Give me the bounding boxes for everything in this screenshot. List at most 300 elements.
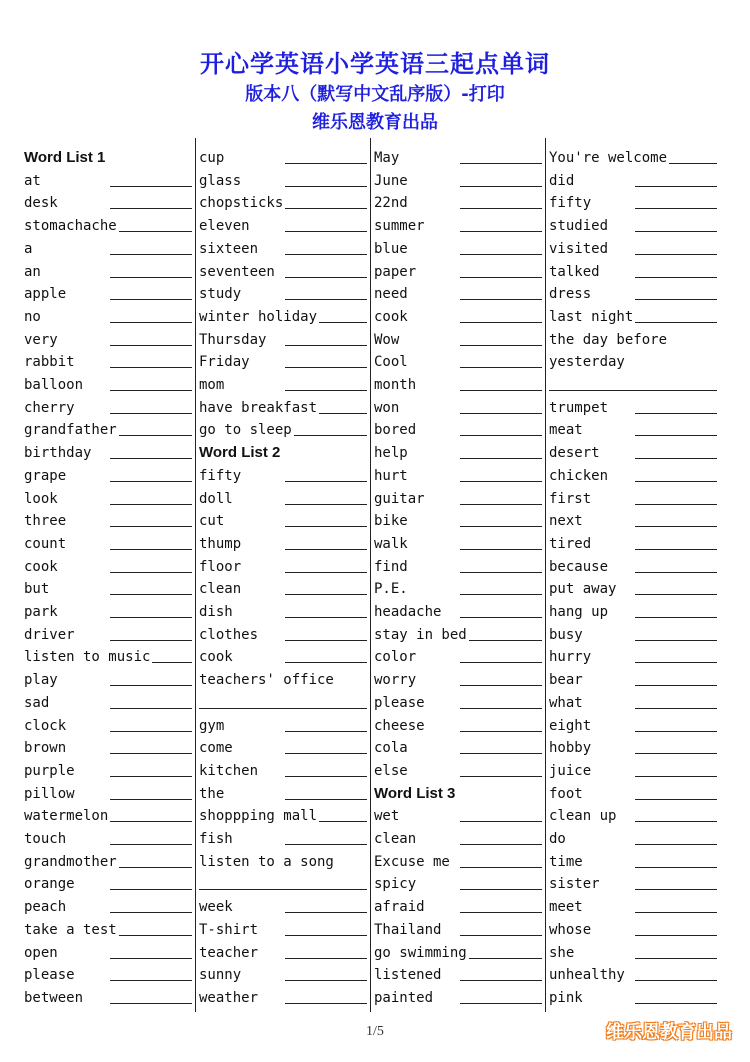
word-row bbox=[549, 553, 717, 575]
english-word: have breakfast bbox=[199, 399, 318, 416]
answer-blank-line bbox=[285, 752, 367, 754]
answer-blank-line bbox=[460, 162, 542, 164]
answer-blank-line bbox=[635, 843, 717, 845]
word-row bbox=[199, 802, 367, 824]
word-row bbox=[199, 371, 367, 393]
english-word: cook bbox=[24, 558, 58, 575]
english-word: study bbox=[199, 286, 242, 303]
word-row bbox=[199, 348, 367, 370]
word-row bbox=[199, 621, 367, 643]
word-row bbox=[549, 144, 717, 166]
english-word: cherry bbox=[24, 399, 75, 416]
word-row bbox=[199, 780, 367, 802]
english-word: pillow bbox=[24, 785, 75, 802]
word-row bbox=[199, 530, 367, 552]
word-row bbox=[549, 189, 717, 211]
word-row bbox=[374, 371, 542, 393]
word-row bbox=[549, 734, 717, 756]
english-word: an bbox=[24, 263, 41, 280]
answer-blank-line bbox=[285, 389, 367, 391]
english-word: Thursday bbox=[199, 331, 267, 348]
english-word: seventeen bbox=[199, 263, 275, 280]
answer-blank-line bbox=[110, 548, 192, 550]
answer-blank-line bbox=[285, 185, 367, 187]
answer-blank-line bbox=[460, 730, 542, 732]
english-word: very bbox=[24, 331, 58, 348]
answer-blank-line bbox=[635, 639, 717, 641]
answer-blank-line bbox=[285, 979, 367, 981]
page-subtitle: 版本八（默写中文乱序版）-打印 bbox=[245, 84, 505, 105]
answer-blank-line bbox=[460, 661, 542, 663]
word-row bbox=[24, 916, 192, 938]
english-word: last night bbox=[549, 308, 634, 325]
english-word: cola bbox=[374, 740, 408, 757]
word-row bbox=[549, 530, 717, 552]
word-row bbox=[374, 598, 542, 620]
english-word: play bbox=[24, 672, 58, 689]
english-word: eight bbox=[549, 717, 592, 734]
answer-blank-line bbox=[110, 571, 192, 573]
word-row bbox=[549, 280, 717, 302]
word-row bbox=[549, 893, 717, 915]
word-row bbox=[24, 734, 192, 756]
english-word: shoppping mall bbox=[199, 808, 318, 825]
answer-blank-line bbox=[635, 957, 717, 959]
answer-blank-line bbox=[460, 593, 542, 595]
english-word: clock bbox=[24, 717, 67, 734]
english-word: juice bbox=[549, 762, 592, 779]
word-row bbox=[24, 757, 192, 779]
word-row bbox=[199, 689, 367, 711]
english-word: go to sleep bbox=[199, 422, 292, 439]
english-word: peach bbox=[24, 899, 67, 916]
english-word: grandfather bbox=[24, 422, 117, 439]
english-word: time bbox=[549, 853, 583, 870]
word-row bbox=[24, 416, 192, 438]
word-list-heading-label: Word List 1 bbox=[24, 149, 106, 166]
answer-blank-line bbox=[460, 934, 542, 936]
english-word: painted bbox=[374, 989, 434, 1006]
english-word: glass bbox=[199, 172, 242, 189]
english-word: balloon bbox=[24, 377, 84, 393]
english-word: 22nd bbox=[374, 195, 408, 212]
english-word: teacher bbox=[199, 944, 259, 961]
word-row bbox=[24, 212, 192, 234]
answer-blank-line bbox=[460, 230, 542, 232]
answer-blank-line bbox=[460, 321, 542, 323]
english-word: need bbox=[374, 286, 408, 303]
answer-blank-line bbox=[285, 366, 367, 368]
word-row bbox=[24, 280, 192, 302]
answer-blank-line bbox=[110, 616, 192, 618]
english-word: listen to a song bbox=[199, 853, 334, 870]
word-row bbox=[24, 870, 192, 892]
english-word: sister bbox=[549, 876, 600, 893]
word-row bbox=[374, 258, 542, 280]
answer-blank-line bbox=[110, 775, 192, 777]
answer-blank-line bbox=[635, 820, 717, 822]
answer-blank-line bbox=[110, 707, 192, 709]
answer-blank-line bbox=[110, 639, 192, 641]
word-row bbox=[199, 598, 367, 620]
english-word: do bbox=[549, 831, 566, 847]
english-word: at bbox=[24, 172, 41, 189]
answer-blank-line bbox=[460, 525, 542, 527]
word-row bbox=[24, 939, 192, 961]
english-word: blue bbox=[374, 240, 408, 257]
answer-blank-line bbox=[110, 752, 192, 754]
answer-blank-line bbox=[460, 888, 542, 890]
word-row bbox=[549, 916, 717, 938]
word-row bbox=[199, 666, 367, 688]
answer-blank-line bbox=[635, 684, 717, 686]
answer-blank-line bbox=[469, 957, 542, 959]
english-word: else bbox=[374, 762, 408, 779]
word-row bbox=[199, 848, 367, 870]
english-word: grape bbox=[24, 467, 67, 484]
word-row bbox=[24, 303, 192, 325]
answer-blank-line bbox=[319, 321, 367, 323]
word-row bbox=[374, 666, 542, 688]
answer-blank-line bbox=[285, 253, 367, 255]
word-row bbox=[374, 848, 542, 870]
word-row bbox=[24, 848, 192, 870]
english-word: bike bbox=[374, 513, 408, 530]
english-word: floor bbox=[199, 558, 242, 575]
word-row bbox=[199, 416, 367, 438]
page-title: 开心学英语小学英语三起点单词 bbox=[200, 50, 550, 78]
word-row bbox=[374, 485, 542, 507]
answer-blank-line bbox=[460, 843, 542, 845]
english-word: fish bbox=[199, 831, 233, 847]
english-word: bored bbox=[374, 422, 417, 439]
answer-blank-line bbox=[460, 752, 542, 754]
word-row bbox=[549, 848, 717, 870]
english-word: pink bbox=[549, 989, 583, 1006]
word-row bbox=[549, 575, 717, 597]
word-row bbox=[24, 802, 192, 824]
word-row bbox=[199, 825, 367, 847]
word-row bbox=[24, 326, 192, 348]
word-row bbox=[24, 666, 192, 688]
word-list-heading bbox=[24, 144, 192, 166]
word-row bbox=[199, 939, 367, 961]
word-row bbox=[199, 235, 367, 257]
answer-blank-line bbox=[460, 457, 542, 459]
english-word: bear bbox=[549, 672, 583, 689]
answer-blank-line bbox=[110, 366, 192, 368]
word-row bbox=[549, 621, 717, 643]
english-word: Wow bbox=[374, 331, 400, 348]
answer-blank-line bbox=[110, 503, 192, 505]
answer-blank-line bbox=[460, 207, 542, 209]
english-word: clean bbox=[199, 581, 242, 598]
word-row bbox=[374, 280, 542, 302]
answer-blank-line bbox=[285, 548, 367, 550]
word-row bbox=[374, 348, 542, 370]
english-word: desk bbox=[24, 195, 58, 212]
word-column-3 bbox=[374, 144, 542, 1012]
answer-blank-line bbox=[119, 434, 192, 436]
word-row bbox=[374, 575, 542, 597]
english-word: tired bbox=[549, 535, 592, 552]
answer-blank-line bbox=[460, 298, 542, 300]
answer-blank-line bbox=[635, 525, 717, 527]
answer-blank-line bbox=[460, 866, 542, 868]
word-row bbox=[374, 553, 542, 575]
word-row bbox=[374, 802, 542, 824]
answer-blank-line bbox=[119, 230, 192, 232]
answer-blank-line bbox=[635, 1002, 717, 1004]
english-word: did bbox=[549, 172, 575, 189]
word-row bbox=[24, 235, 192, 257]
english-word: look bbox=[24, 490, 58, 507]
english-word: sunny bbox=[199, 967, 242, 984]
answer-blank-line bbox=[460, 434, 542, 436]
answer-blank-line bbox=[285, 798, 367, 800]
word-row bbox=[24, 712, 192, 734]
word-row bbox=[549, 258, 717, 280]
word-row bbox=[24, 439, 192, 461]
word-row bbox=[199, 280, 367, 302]
answer-blank-line bbox=[110, 457, 192, 459]
word-row bbox=[24, 575, 192, 597]
answer-blank-line bbox=[285, 162, 367, 164]
english-word: yesterday bbox=[549, 354, 625, 371]
english-word: touch bbox=[24, 831, 67, 847]
answer-blank-line bbox=[635, 661, 717, 663]
english-word: desert bbox=[549, 445, 600, 462]
answer-blank-line bbox=[285, 230, 367, 232]
word-row bbox=[199, 734, 367, 756]
answer-blank-line bbox=[110, 207, 192, 209]
answer-blank-line bbox=[460, 503, 542, 505]
answer-blank-line bbox=[460, 480, 542, 482]
answer-blank-line bbox=[285, 1002, 367, 1004]
answer-blank-line bbox=[460, 820, 542, 822]
english-word: afraid bbox=[374, 899, 425, 916]
answer-blank-line bbox=[635, 934, 717, 936]
english-word: month bbox=[374, 377, 417, 393]
answer-blank-line bbox=[635, 207, 717, 209]
answer-blank-line bbox=[549, 389, 717, 391]
answer-blank-line bbox=[110, 525, 192, 527]
word-row bbox=[24, 348, 192, 370]
word-row bbox=[24, 984, 192, 1006]
answer-blank-line bbox=[635, 412, 717, 414]
answer-blank-line bbox=[119, 934, 192, 936]
answer-blank-line bbox=[110, 1002, 192, 1004]
english-word: Cool bbox=[374, 354, 408, 371]
english-word: listened bbox=[374, 967, 442, 984]
answer-blank-line bbox=[110, 253, 192, 255]
word-row bbox=[549, 870, 717, 892]
word-row bbox=[374, 462, 542, 484]
word-row bbox=[549, 984, 717, 1006]
english-word: T-shirt bbox=[199, 921, 259, 938]
answer-blank-line bbox=[110, 911, 192, 913]
answer-blank-line bbox=[110, 185, 192, 187]
word-row bbox=[24, 825, 192, 847]
word-column-4 bbox=[549, 144, 717, 1012]
answer-blank-line bbox=[460, 548, 542, 550]
english-word: please bbox=[24, 967, 75, 984]
answer-blank-line bbox=[635, 321, 717, 323]
word-row bbox=[374, 984, 542, 1006]
english-word: eleven bbox=[199, 218, 250, 235]
answer-blank-line bbox=[110, 344, 192, 346]
english-word: the day before bbox=[549, 331, 668, 348]
english-word: sixteen bbox=[199, 240, 259, 257]
answer-blank-line bbox=[110, 730, 192, 732]
word-row bbox=[199, 757, 367, 779]
english-word: dish bbox=[199, 604, 233, 620]
english-word: clothes bbox=[199, 626, 259, 643]
word-row bbox=[549, 825, 717, 847]
word-row bbox=[374, 235, 542, 257]
english-word: guitar bbox=[374, 490, 425, 507]
answer-blank-line bbox=[152, 661, 192, 663]
answer-blank-line bbox=[110, 389, 192, 391]
answer-blank-line bbox=[460, 684, 542, 686]
english-word: P.E. bbox=[374, 581, 408, 598]
word-row bbox=[374, 167, 542, 189]
word-row bbox=[549, 712, 717, 734]
english-word: Friday bbox=[199, 354, 250, 371]
word-row bbox=[549, 394, 717, 416]
word-row bbox=[549, 666, 717, 688]
word-row bbox=[374, 189, 542, 211]
english-word: doll bbox=[199, 490, 233, 507]
answer-blank-line bbox=[285, 298, 367, 300]
english-word: three bbox=[24, 513, 67, 530]
english-word: stomachache bbox=[24, 218, 117, 235]
english-word: listen to music bbox=[24, 649, 151, 666]
english-word: paper bbox=[374, 263, 417, 280]
word-row bbox=[374, 757, 542, 779]
answer-blank-line bbox=[285, 344, 367, 346]
answer-blank-line bbox=[635, 298, 717, 300]
answer-blank-line bbox=[110, 684, 192, 686]
page-number: 1/5 bbox=[366, 1024, 384, 1039]
word-row bbox=[24, 394, 192, 416]
english-word: teachers' office bbox=[199, 672, 334, 689]
word-row bbox=[549, 212, 717, 234]
word-row bbox=[199, 326, 367, 348]
english-word: please bbox=[374, 694, 425, 711]
word-row bbox=[374, 734, 542, 756]
english-word: cheese bbox=[374, 717, 425, 734]
answer-blank-line bbox=[460, 1002, 542, 1004]
answer-blank-line bbox=[110, 820, 192, 822]
word-row bbox=[199, 575, 367, 597]
english-word: hang up bbox=[549, 604, 609, 620]
english-word: spicy bbox=[374, 876, 417, 893]
answer-blank-line bbox=[110, 888, 192, 890]
english-word: next bbox=[549, 513, 583, 530]
word-row bbox=[374, 961, 542, 983]
answer-blank-line bbox=[110, 843, 192, 845]
english-word: worry bbox=[374, 672, 417, 689]
word-list-heading-label: Word List 2 bbox=[199, 444, 281, 462]
english-word: grandmother bbox=[24, 853, 117, 870]
answer-blank-line bbox=[110, 979, 192, 981]
english-word: headache bbox=[374, 604, 442, 620]
word-row bbox=[24, 507, 192, 529]
word-row bbox=[549, 303, 717, 325]
english-word: Excuse me bbox=[374, 853, 450, 870]
answer-blank-line bbox=[635, 457, 717, 459]
english-word: summer bbox=[374, 218, 425, 235]
answer-blank-line bbox=[285, 276, 367, 278]
word-row bbox=[199, 167, 367, 189]
answer-blank-line bbox=[635, 571, 717, 573]
answer-blank-line bbox=[285, 730, 367, 732]
answer-blank-line bbox=[285, 480, 367, 482]
english-word: cook bbox=[199, 649, 233, 666]
word-row bbox=[24, 167, 192, 189]
word-row bbox=[199, 870, 367, 892]
english-word: put away bbox=[549, 581, 617, 598]
answer-blank-line bbox=[635, 480, 717, 482]
answer-blank-line bbox=[460, 616, 542, 618]
word-row bbox=[199, 712, 367, 734]
english-word: apple bbox=[24, 286, 67, 303]
english-word: hurt bbox=[374, 467, 408, 484]
english-word: cup bbox=[199, 150, 225, 166]
answer-blank-line bbox=[635, 775, 717, 777]
word-row bbox=[199, 144, 367, 166]
word-row bbox=[374, 870, 542, 892]
word-list-heading-label: Word List 3 bbox=[374, 784, 456, 802]
english-word: won bbox=[374, 399, 400, 416]
word-row bbox=[549, 939, 717, 961]
word-row bbox=[549, 780, 717, 802]
word-row bbox=[549, 485, 717, 507]
answer-blank-line bbox=[635, 752, 717, 754]
word-row bbox=[374, 621, 542, 643]
english-word: come bbox=[199, 740, 233, 757]
answer-blank-line bbox=[110, 593, 192, 595]
answer-blank-line bbox=[635, 548, 717, 550]
english-word: hobby bbox=[549, 740, 592, 757]
watermark-logo: 维乐恩教育出品 bbox=[606, 1022, 732, 1043]
english-word: sad bbox=[24, 694, 50, 711]
word-row bbox=[374, 689, 542, 711]
word-row bbox=[24, 643, 192, 665]
word-row bbox=[199, 961, 367, 983]
answer-blank-line bbox=[294, 434, 367, 436]
answer-blank-line bbox=[460, 979, 542, 981]
word-row bbox=[199, 893, 367, 915]
word-row bbox=[24, 530, 192, 552]
word-row bbox=[24, 485, 192, 507]
word-row bbox=[199, 916, 367, 938]
english-word: dress bbox=[549, 286, 592, 303]
answer-blank-line bbox=[460, 389, 542, 391]
word-row bbox=[374, 825, 542, 847]
english-word: talked bbox=[549, 263, 600, 280]
word-row bbox=[374, 394, 542, 416]
answer-blank-line bbox=[635, 730, 717, 732]
english-word: chopsticks bbox=[199, 195, 284, 212]
word-row bbox=[549, 961, 717, 983]
english-word: Thailand bbox=[374, 921, 442, 938]
word-row bbox=[199, 303, 367, 325]
word-row bbox=[549, 439, 717, 461]
word-row bbox=[549, 757, 717, 779]
english-word: busy bbox=[549, 626, 583, 643]
